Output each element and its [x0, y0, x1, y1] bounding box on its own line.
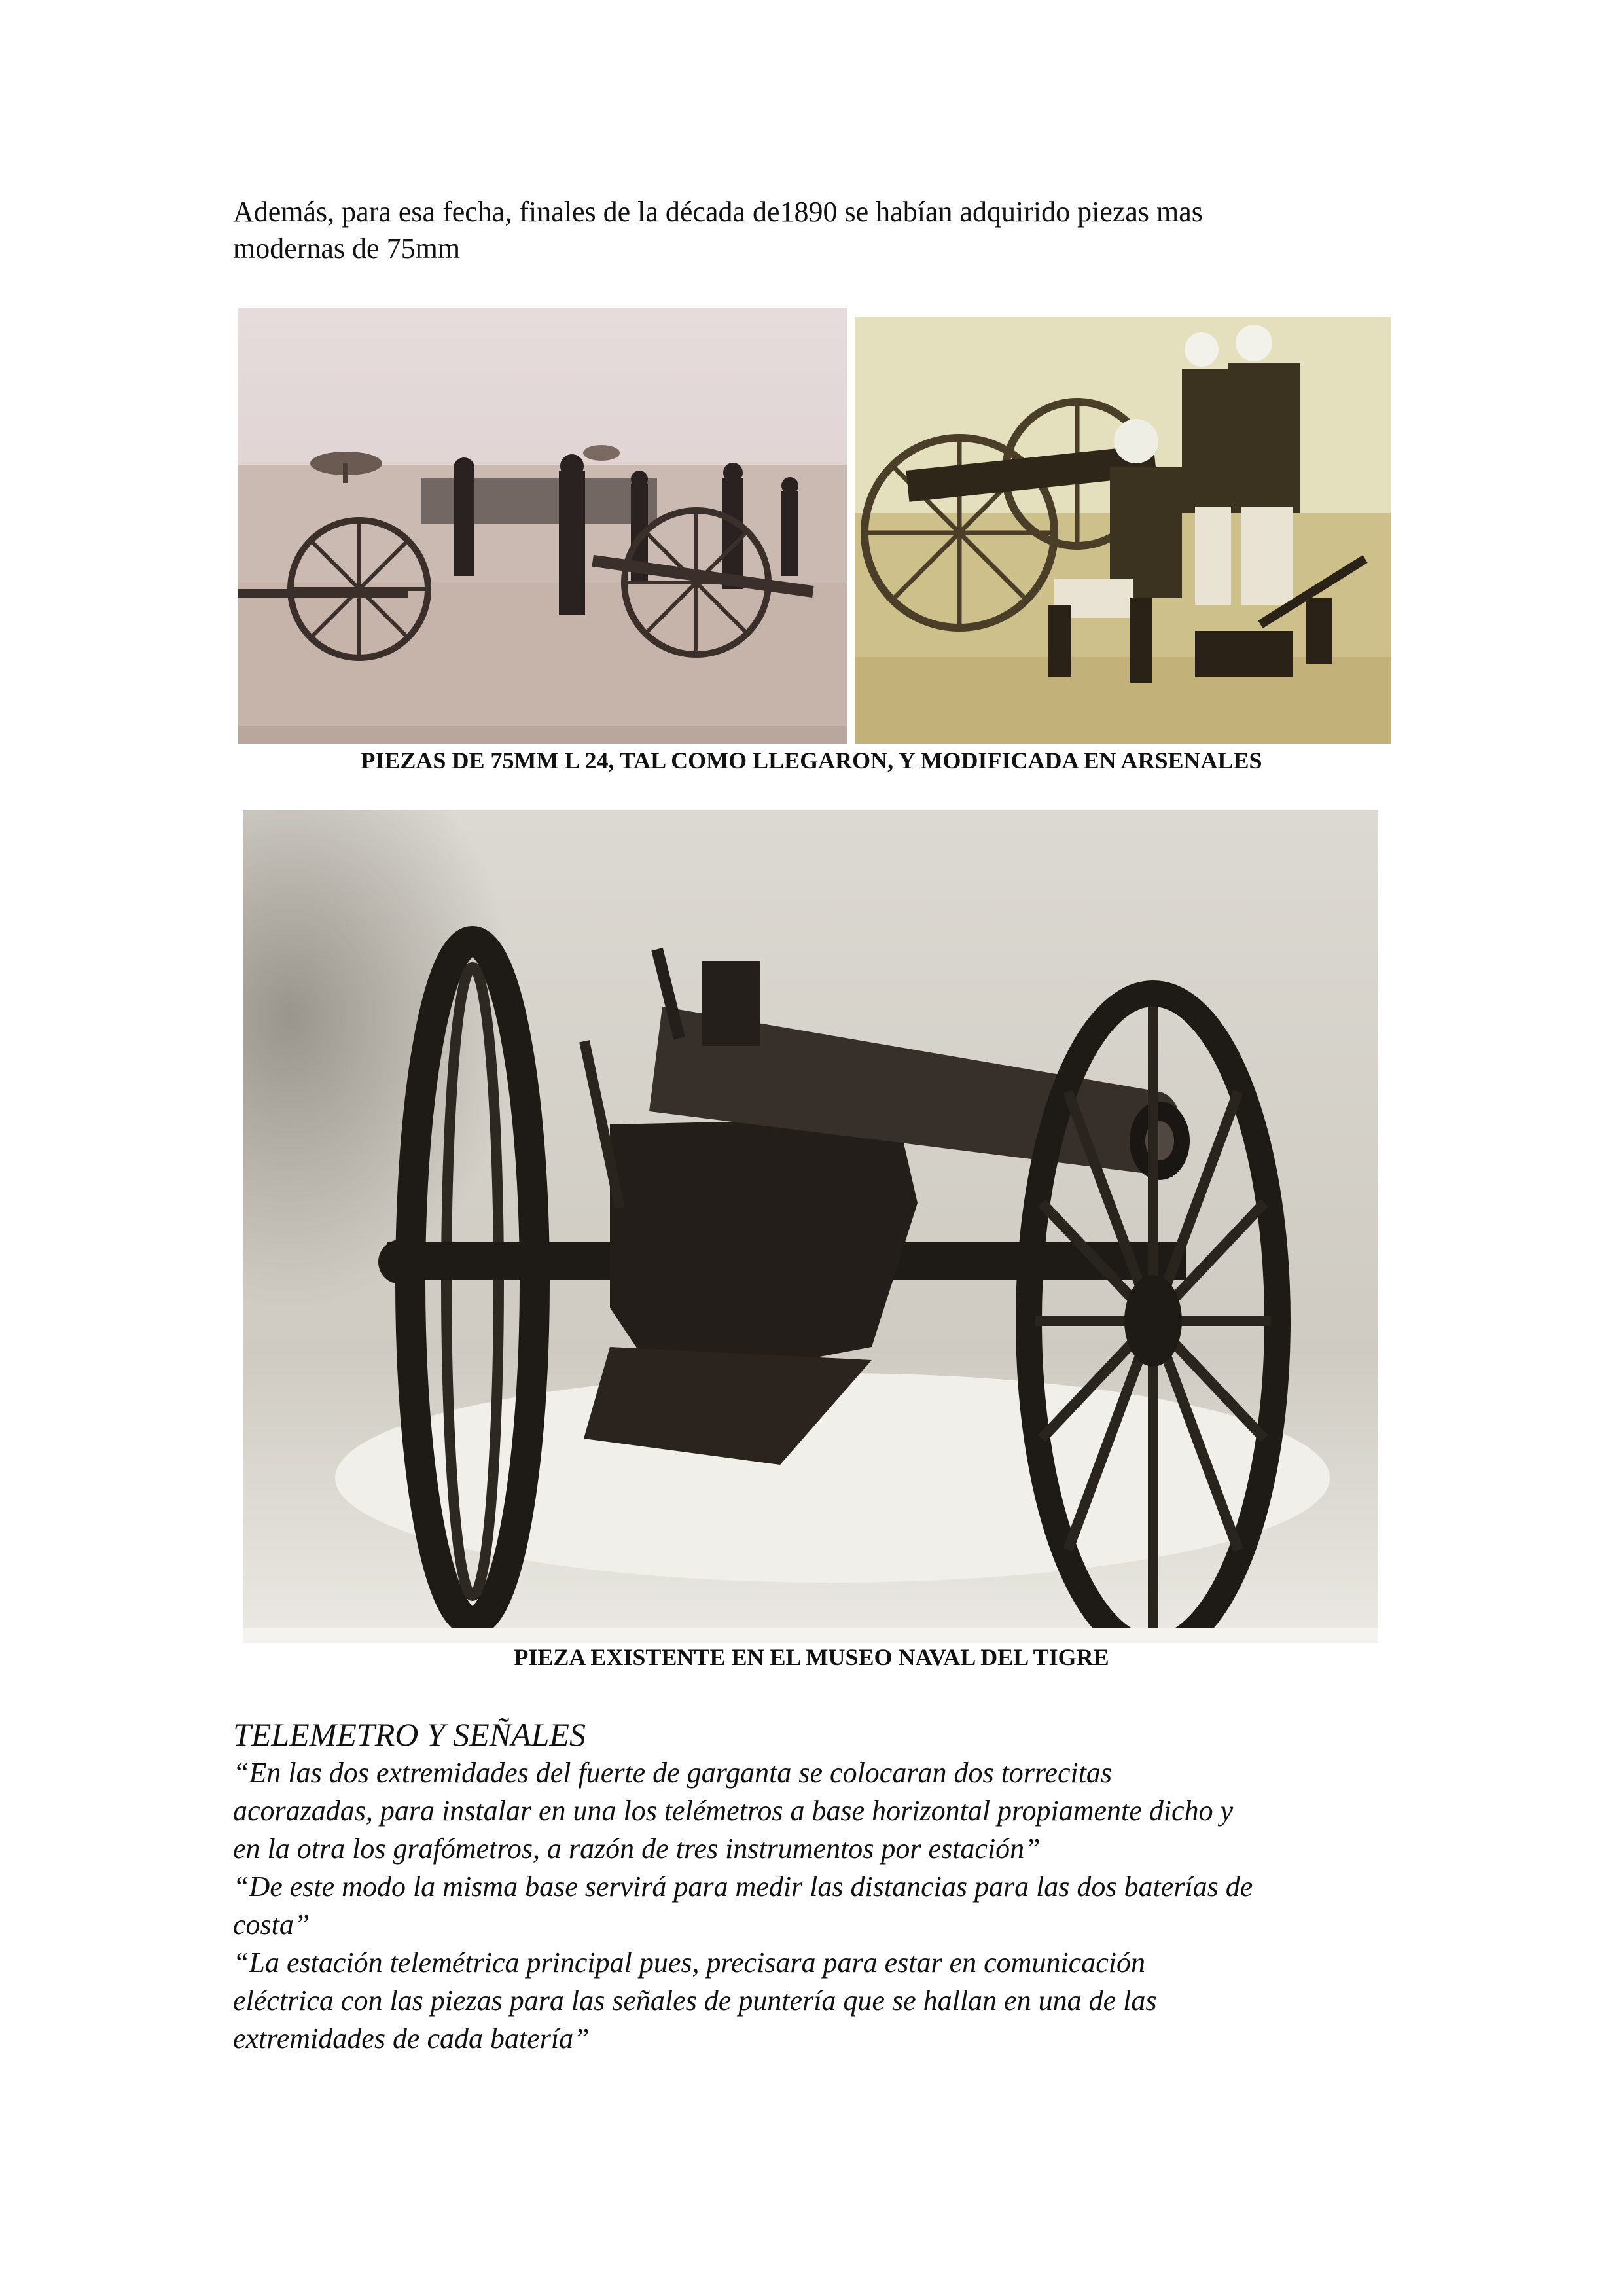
quote-2	[233, 1868, 1411, 1944]
quote-2-line-1: “De este modo la misma base servirá para medir las distancias para las dos baterías de	[233, 1871, 1253, 1903]
photo-artillery-crew	[238, 308, 847, 744]
quote-3-line-1: “La estación telemétrica principal pues, precisara para estar en comunicación	[233, 1946, 1145, 1979]
photo-modified-gun-image	[855, 317, 1391, 744]
intro-line-1: Además, para esa fecha, finales de la década de1890 se habían adquirido piezas mas	[233, 196, 1203, 228]
intro-paragraph	[233, 194, 1411, 267]
quote-3-line-2: eléctrica con las piezas para las señales de puntería que se hallan en una de las	[233, 1984, 1157, 2017]
quotes-block	[233, 1754, 1411, 2058]
photo-modified-gun	[855, 317, 1391, 744]
quote-1	[233, 1754, 1411, 1868]
caption-bottom: PIEZA EXISTENTE EN EL MUSEO NAVAL DEL TIGRE	[514, 1644, 1109, 1670]
quote-1-line-2: acorazadas, para instalar en una los telémetros a base horizontal propiamente dicho y	[233, 1795, 1234, 1827]
quote-2-line-2: costa”	[233, 1909, 310, 1941]
photo-artillery-crew-image	[238, 308, 847, 744]
quote-1-line-1: “En las dos extremidades del fuerte de garganta se colocaran dos torrecitas	[233, 1757, 1113, 1789]
caption-top: PIEZAS DE 75MM L 24, TAL COMO LLEGARON, Y MODIFICADA EN ARSENALES	[361, 747, 1262, 774]
quote-1-line-3: en la otra los grafómetros, a razón de tres instrumentos por estación”	[233, 1833, 1041, 1865]
photo-museum-cannon-image	[243, 810, 1378, 1643]
photo-museum-cannon	[243, 810, 1378, 1643]
quote-3	[233, 1944, 1411, 2058]
section-title: TELEMETRO Y SEÑALES	[233, 1716, 586, 1753]
intro-line-2: modernas de 75mm	[233, 232, 461, 264]
quote-3-line-3: extremidades de cada batería”	[233, 2022, 590, 2054]
